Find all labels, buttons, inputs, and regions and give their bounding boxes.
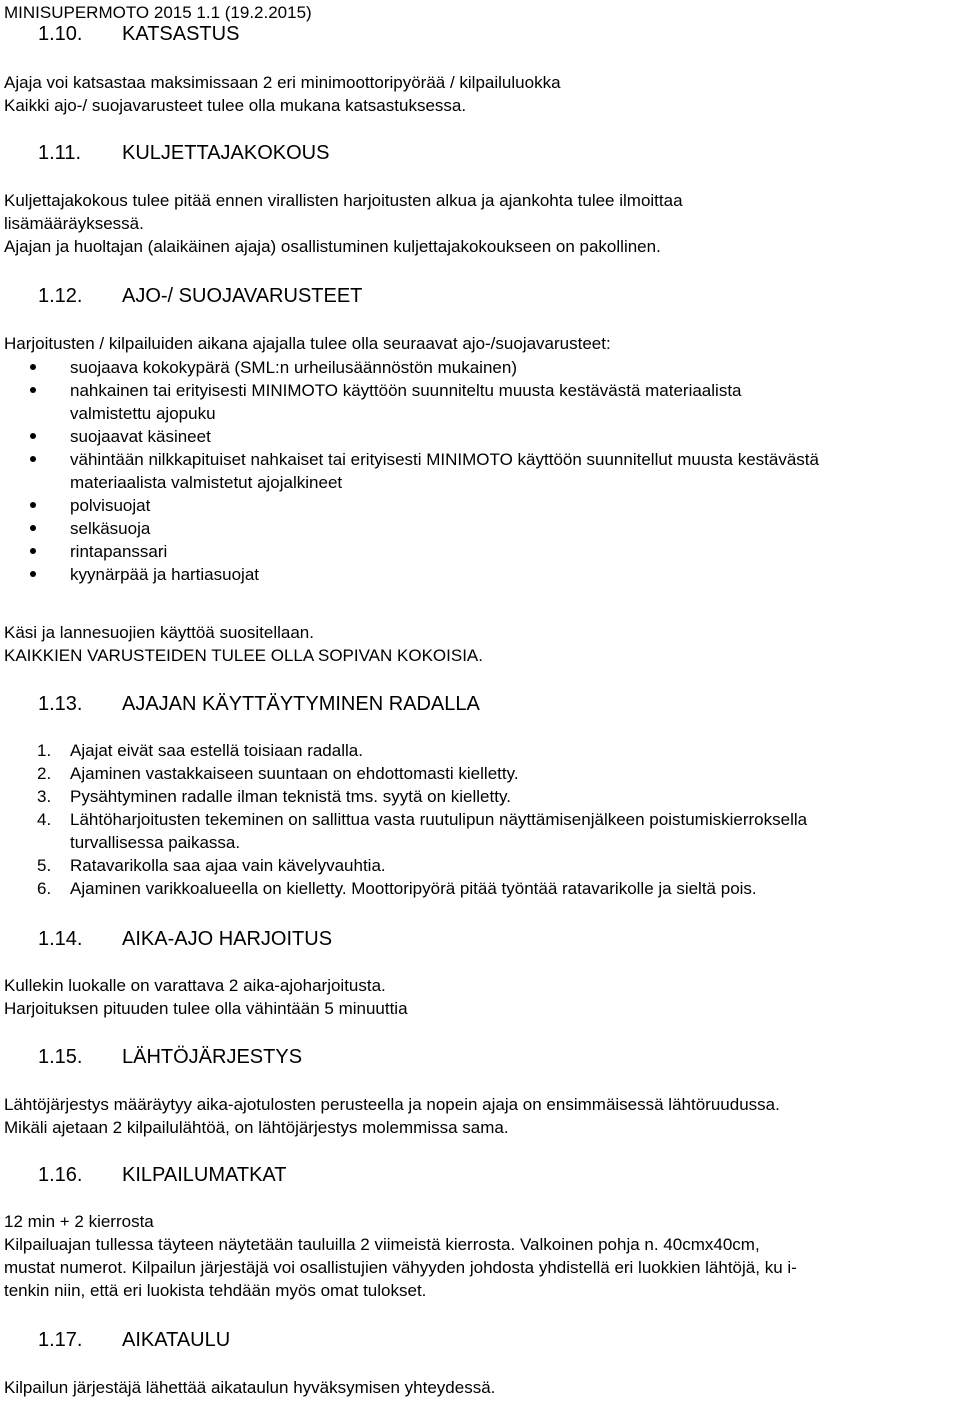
list-item: rintapanssari <box>4 540 819 563</box>
section-number: 1.13. <box>38 693 83 715</box>
section-title: AIKA-AJO HARJOITUS <box>122 928 333 950</box>
item-number: 6. <box>37 879 52 898</box>
section-number: 1.12. <box>38 285 83 307</box>
section-footer-suojavarusteet <box>4 621 483 667</box>
paragraph-line: Kullekin luokalle on varattava 2 aika-ajoharjoitusta. <box>4 976 386 995</box>
list-item: suojaava kokokypärä (SML:n urheilusäännöstön mukainen) <box>4 356 819 379</box>
list-item <box>4 854 807 877</box>
section-heading-suojavarusteet <box>4 284 362 308</box>
section-title: KULJETTAJAKOKOUS <box>122 142 330 164</box>
section-title: AIKATAULU <box>122 1329 231 1351</box>
document-header: MINISUPERMOTO 2015 1.1 (19.2.2015) <box>4 3 312 22</box>
item-text: Lähtöharjoitusten tekeminen on sallittua vasta ruutulipun näyttämisenjälkeen poistumiskierroksella <box>70 810 808 829</box>
item-number: 1. <box>37 741 52 760</box>
section-heading-katsastus <box>4 22 239 46</box>
equipment-list <box>4 356 819 586</box>
section-number: 1.17. <box>38 1329 83 1351</box>
section-body-aika-ajo <box>4 974 408 1020</box>
item-number: 2. <box>37 764 52 783</box>
paragraph-line: Mikäli ajetaan 2 kilpailulähtöä, on lähtöjärjestys molemmissa sama. <box>4 1118 509 1137</box>
item-text: Pysähtyminen radalle ilman teknistä tms. syytä on kielletty. <box>70 787 511 806</box>
rules-list <box>4 739 807 900</box>
item-text: Ajaminen vastakkaiseen suuntaan on ehdottomasti kielletty. <box>70 764 519 783</box>
section-title: AJO-/ SUOJAVARUSTEET <box>122 285 363 307</box>
paragraph-line: Harjoituksen pituuden tulee olla vähintään 5 minuuttia <box>4 999 408 1018</box>
paragraph-line: Kaikki ajo-/ suojavarusteet tulee olla mukana katsastuksessa. <box>4 96 467 115</box>
section-heading-aikataulu <box>4 1328 230 1352</box>
paragraph-line: Kilpailun järjestäjä lähettää aikataulun hyväksymisen yhteydessä. <box>4 1378 496 1397</box>
section-title: AJAJAN KÄYTTÄYTYMINEN RADALLA <box>122 693 480 715</box>
list-item: vähintään nilkkapituiset nahkaiset tai erityisesti MINIMOTO käyttöön suunnitellut muusta kestävästä <box>4 448 819 471</box>
list-item <box>4 808 807 831</box>
section-heading-kayttaytyminen <box>4 692 480 716</box>
list-item <box>4 739 807 762</box>
item-text: turvallisessa paikassa. <box>70 833 241 852</box>
item-number: 3. <box>37 787 52 806</box>
section-title: LÄHTÖJÄRJESTYS <box>122 1046 303 1068</box>
list-item-continuation <box>4 831 807 854</box>
item-text: Ajajat eivät saa estellä toisiaan radalla. <box>70 741 363 760</box>
section-heading-kilpailumatkat <box>4 1163 286 1187</box>
list-item: nahkainen tai erityisesti MINIMOTO käyttöön suunniteltu muusta kestävästä materiaalista <box>4 379 819 402</box>
list-item-continuation: valmistettu ajopuku <box>70 404 216 423</box>
paragraph-line: Kuljettajakokous tulee pitää ennen virallisten harjoitusten alkua ja ajankohta tulee ilmoittaa <box>4 191 683 210</box>
item-text: Ajaminen varikkoalueella on kielletty. Moottoripyörä pitää työntää ratavarikolle ja sieltä pois. <box>70 879 757 898</box>
list-item: selkäsuoja <box>4 517 819 540</box>
section-body-aikataulu <box>4 1376 495 1399</box>
paragraph-line: mustat numerot. Kilpailun järjestäjä voi osallistujien vähyyden johdosta yhdistellä eri luokkien lähtöjä, ku i- <box>4 1258 797 1277</box>
list-item-continuation: materiaalista valmistetut ajojalkineet <box>70 473 343 492</box>
section-body-kilpailumatkat <box>4 1210 797 1302</box>
paragraph-intro: Harjoitusten / kilpailuiden aikana ajajalla tulee olla seuraavat ajo-/suojavarusteet: <box>4 334 611 353</box>
section-title: KILPAILUMATKAT <box>122 1164 287 1186</box>
paragraph-line: lisämääräyksessä. <box>4 214 144 233</box>
section-body-katsastus <box>4 71 561 117</box>
paragraph-line: KAIKKIEN VARUSTEIDEN TULEE OLLA SOPIVAN KOKOISIA. <box>4 646 483 665</box>
section-number: 1.11. <box>38 142 81 164</box>
item-text: Ratavarikolla saa ajaa vain kävelyvauhtia. <box>70 856 386 875</box>
paragraph-line: Ajaja voi katsastaa maksimissaan 2 eri minimoottoripyörää / kilpailuluokka <box>4 73 561 92</box>
list-item: suojaavat käsineet <box>4 425 819 448</box>
section-title: KATSASTUS <box>122 23 240 45</box>
section-body-kuljettajakokous <box>4 189 683 258</box>
paragraph-line: Käsi ja lannesuojien käyttöä suositellaan. <box>4 623 314 642</box>
list-item <box>4 877 807 900</box>
section-body-lahtojarjestys <box>4 1093 780 1139</box>
paragraph-line: tenkin niin, että eri luokista tehdään myös omat tulokset. <box>4 1281 427 1300</box>
paragraph-line: 12 min + 2 kierrosta <box>4 1212 154 1231</box>
paragraph-line: Kilpailuajan tullessa täyteen näytetään tauluilla 2 viimeistä kierrosta. Valkoinen pohja n. 40cmx40cm, <box>4 1235 760 1254</box>
list-item <box>4 785 807 808</box>
section-heading-lahtojarjestys <box>4 1045 302 1069</box>
list-item: kyynärpää ja hartiasuojat <box>4 563 819 586</box>
list-item: polvisuojat <box>4 494 819 517</box>
section-number: 1.14. <box>38 928 83 950</box>
item-number: 4. <box>37 810 52 829</box>
section-number: 1.10. <box>38 23 83 45</box>
section-number: 1.16. <box>38 1164 83 1186</box>
paragraph-line: Ajajan ja huoltajan (alaikäinen ajaja) osallistuminen kuljettajakokoukseen on pakollinen. <box>4 237 661 256</box>
item-number: 5. <box>37 856 52 875</box>
list-item <box>4 762 807 785</box>
section-number: 1.15. <box>38 1046 83 1068</box>
section-heading-kuljettajakokous <box>4 141 329 165</box>
paragraph-line: Lähtöjärjestys määräytyy aika-ajotulosten perusteella ja nopein ajaja on ensimmäisessä lähtöruudussa. <box>4 1095 780 1114</box>
section-heading-aika-ajo <box>4 927 332 951</box>
